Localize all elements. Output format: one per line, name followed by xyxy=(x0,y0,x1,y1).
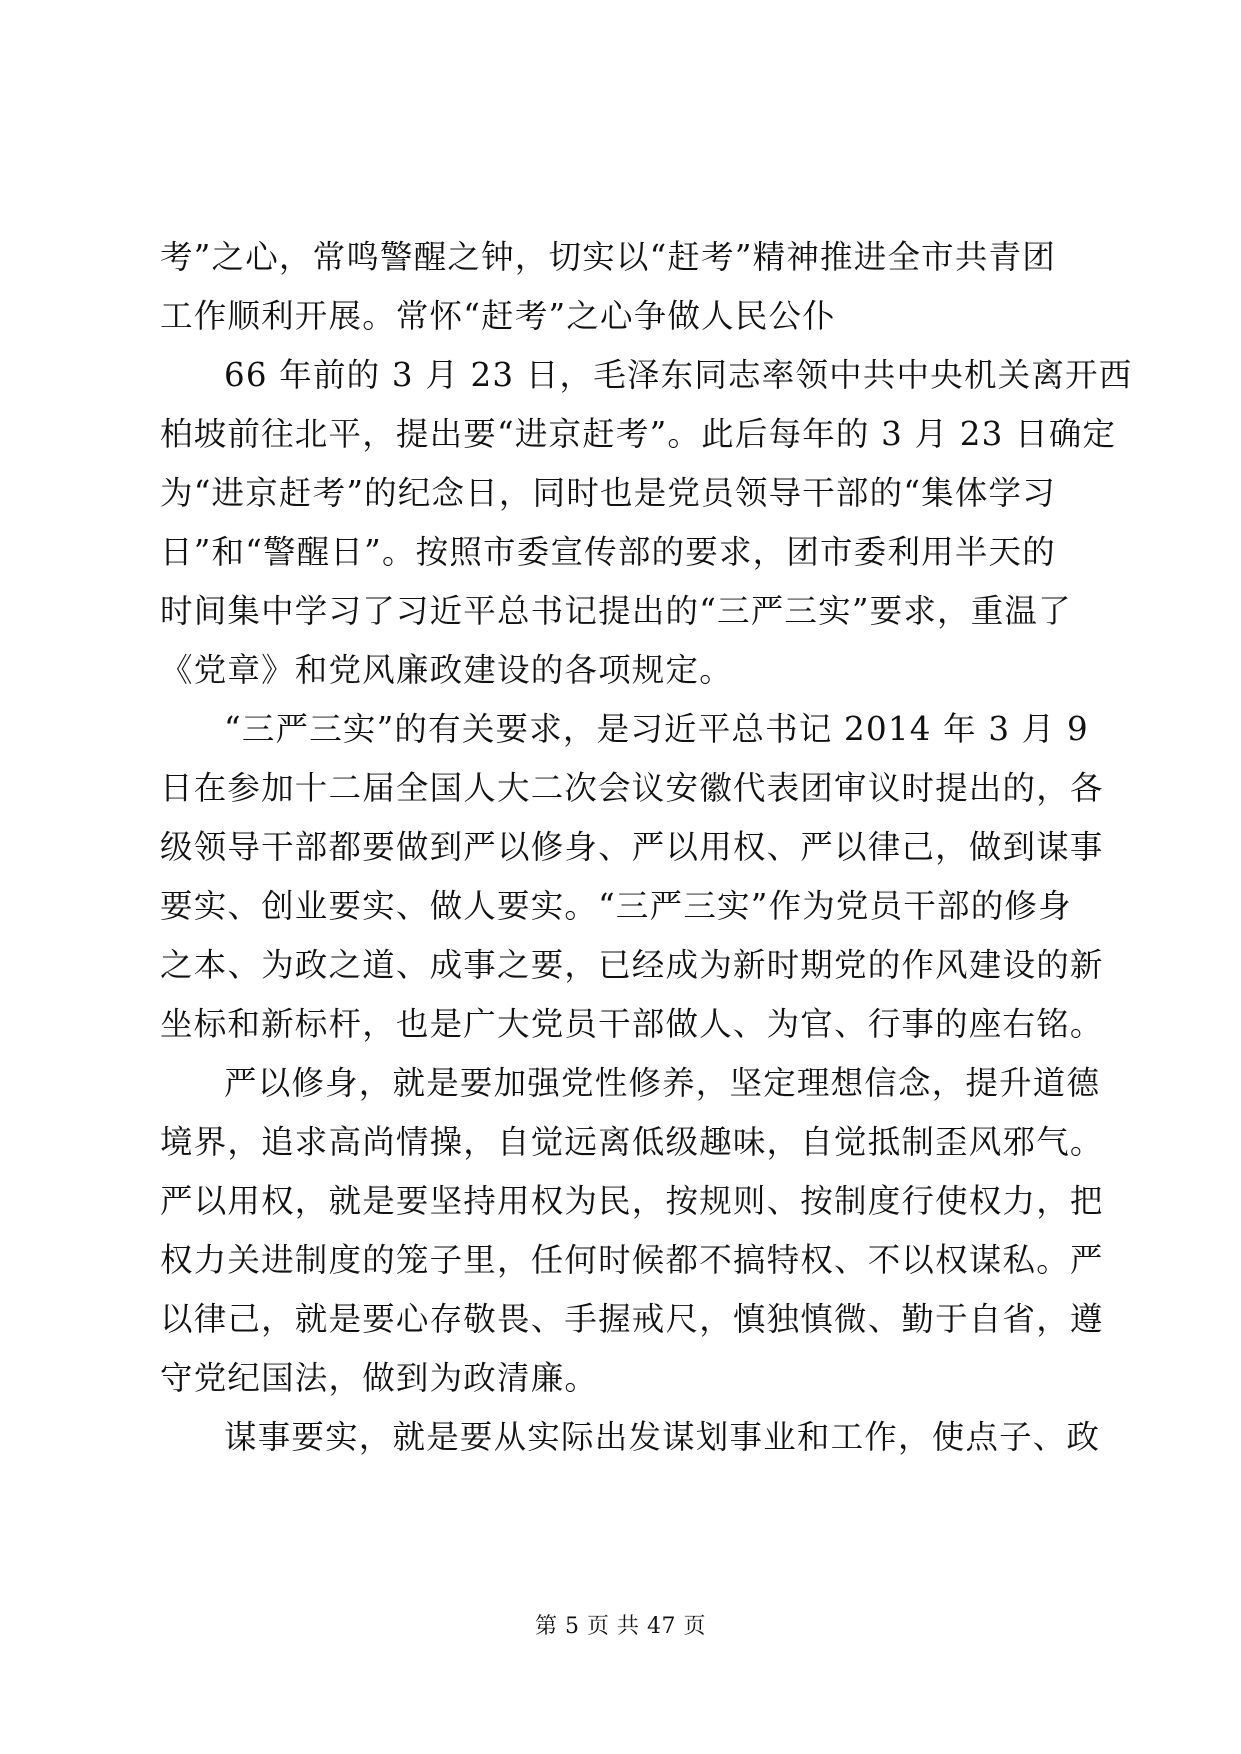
text-line: 工作顺利开展。常怀“赶考”之心争做人民公仆 xyxy=(160,297,836,335)
text-line: 要实、创业要实、做人要实。“三严三实”作为党员干部的修身 xyxy=(160,887,1072,925)
text-line: 66 年前的 3 月 23 日，毛泽东同志率领中共中央机关离开西 xyxy=(224,356,1133,394)
text-line: 日”和“警醒日”。按照市委宣传部的要求，团市委利用半天的 xyxy=(160,533,1056,571)
text-line: 谋事要实，就是要从实际出发谋划事业和工作，使点子、政 xyxy=(224,1418,1101,1456)
text-line: 境界，追求高尚情操，自觉远离低级趣味，自觉抵制歪风邪气。 xyxy=(160,1123,1104,1161)
text-line: 严以修身，就是要加强党性修养，坚定理想信念，提升道德 xyxy=(224,1064,1101,1102)
text-line: 之本、为政之道、成事之要，已经成为新时期党的作风建设的新 xyxy=(160,946,1104,984)
text-line: 以律己，就是要心存敬畏、手握戒尺，慎独慎微、勤于自省，遵 xyxy=(160,1300,1104,1338)
document-body xyxy=(160,228,1133,1467)
text-line: 时间集中学习了习近平总书记提出的“三严三实”要求，重温了 xyxy=(160,592,1072,630)
text-line: 日在参加十二届全国人大二次会议安徽代表团审议时提出的，各 xyxy=(160,769,1104,807)
text-line: 权力关进制度的笼子里，任何时候都不搞特权、不以权谋私。严 xyxy=(160,1241,1104,1279)
text-line: “三严三实”的有关要求，是习近平总书记 2014 年 3 月 9 xyxy=(224,710,1089,748)
text-line: 级领导干部都要做到严以修身、严以用权、严以律己，做到谋事 xyxy=(160,828,1104,866)
text-line: 《党章》和党风廉政建设的各项规定。 xyxy=(160,651,733,689)
page-number-footer: 第 5 页 共 47 页 xyxy=(535,1614,706,1639)
text-line: 为“进京赶考”的纪念日，同时也是党员领导干部的“集体学习 xyxy=(160,474,1056,512)
text-line: 考”之心，常鸣警醒之钟，切实以“赶考”精神推进全市共青团 xyxy=(160,238,1056,276)
text-line: 坐标和新标杆，也是广大党员干部做人、为官、行事的座右铭。 xyxy=(160,1005,1104,1043)
text-line: 守党纪国法，做到为政清廉。 xyxy=(160,1359,599,1397)
text-line: 柏坡前往北平，提出要“进京赶考”。此后每年的 3 月 23 日确定 xyxy=(160,415,1117,453)
text-line: 严以用权，就是要坚持用权为民，按规则、按制度行使权力，把 xyxy=(160,1182,1104,1220)
